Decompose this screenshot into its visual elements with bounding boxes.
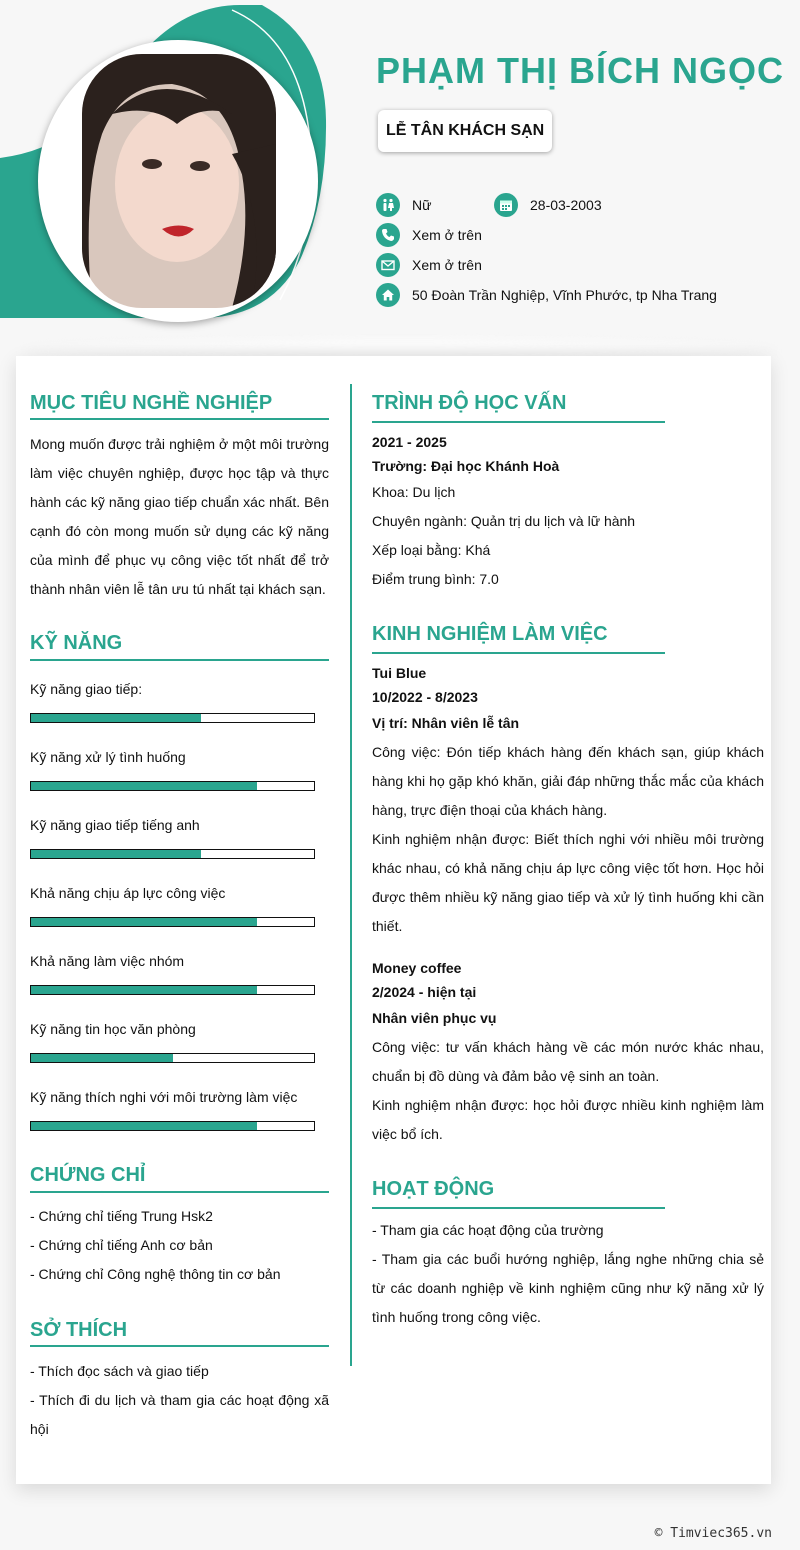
- skill-bar: [30, 1053, 315, 1063]
- education-period: 2021 - 2025: [372, 434, 447, 450]
- calendar-icon: [494, 193, 518, 217]
- education-underline: [372, 421, 665, 423]
- skill-bar-fill: [31, 1054, 173, 1062]
- skill-label: Kỹ năng giao tiếp tiếng anh: [30, 817, 200, 833]
- gender-icon: [376, 193, 400, 217]
- job-period: 10/2022 - 8/2023: [372, 689, 478, 705]
- skill-bar-fill: [31, 782, 257, 790]
- contact-address: [376, 283, 717, 307]
- activity-item: - Tham gia các hoạt động của trường: [372, 1222, 604, 1238]
- skill-bar: [30, 917, 315, 927]
- education-faculty: Khoa: Du lịch: [372, 484, 456, 500]
- certificate-item: - Chứng chỉ tiếng Anh cơ bản: [30, 1237, 213, 1253]
- job-gains: Kinh nghiệm nhận được: học hỏi được nhiều kinh nghiệm làm việc bổ ích.: [372, 1097, 764, 1142]
- profile-photo: [38, 40, 318, 322]
- hobby-item: - Thích đọc sách và giao tiếp: [30, 1363, 209, 1379]
- job-position: Vị trí: Nhân viên lễ tân: [372, 715, 520, 731]
- activity-item: - Tham gia các buổi hướng nghiệp, lắng nghe những chia sẻ từ các doanh nghiệp về kinh nghiệm cũng như kỹ năng xử lý tình huống trong công việc.: [372, 1251, 764, 1325]
- skill-bar-fill: [31, 1122, 257, 1130]
- education-grade: Xếp loại bằng: Khá: [372, 542, 491, 558]
- skill-bar-fill: [31, 850, 201, 858]
- contact-birthdate: [494, 193, 602, 217]
- skill-label: Khả năng chịu áp lực công việc: [30, 885, 226, 901]
- skill-label: Kỹ năng thích nghi với môi trường làm việc: [30, 1089, 298, 1105]
- email-icon: [376, 253, 400, 277]
- phone-value: Xem ở trên: [412, 227, 482, 243]
- gender-value: Nữ: [412, 197, 432, 213]
- skill-label: Kỹ năng giao tiếp:: [30, 681, 143, 697]
- education-title: TRÌNH ĐỘ HỌC VẤN: [372, 392, 567, 414]
- birthdate-value: 28-03-2003: [530, 197, 602, 213]
- skill-bar: [30, 781, 315, 791]
- hobby-item: - Thích đi du lịch và tham gia các hoạt động xã hội: [30, 1392, 329, 1437]
- skill-bar: [30, 985, 315, 995]
- activities-title: HOẠT ĐỘNG: [372, 1178, 495, 1200]
- skills-underline: [30, 659, 329, 661]
- skill-label: Kỹ năng tin học văn phòng: [30, 1021, 196, 1037]
- email-value: Xem ở trên: [412, 257, 482, 273]
- skill-bar: [30, 713, 315, 723]
- objective-title: MỤC TIÊU NGHỀ NGHIỆP: [30, 392, 273, 414]
- contact-phone: [376, 223, 482, 247]
- hobbies-underline: [30, 1345, 329, 1347]
- skill-bar: [30, 849, 315, 859]
- skill-label: Kỹ năng xử lý tình huống: [30, 749, 186, 765]
- job-company: Money coffee: [372, 960, 462, 976]
- education-major: Chuyên ngành: Quản trị du lịch và lữ hành: [372, 513, 636, 529]
- experience-underline: [372, 652, 665, 654]
- education-gpa: Điểm trung bình: 7.0: [372, 571, 499, 587]
- job-period: 2/2024 - hiện tại: [372, 984, 477, 1000]
- job-position: Nhân viên phục vụ: [372, 1010, 497, 1026]
- profile-photo-image: [82, 54, 276, 308]
- job-company: Tui Blue: [372, 665, 427, 681]
- candidate-name: PHẠM THỊ BÍCH NGỌC: [376, 50, 784, 91]
- certificates-underline: [30, 1191, 329, 1193]
- footer-copyright: © Timviec365.vn: [654, 1526, 772, 1541]
- skill-label: Khả năng làm việc nhóm: [30, 953, 185, 969]
- home-icon: [376, 283, 400, 307]
- address-value: 50 Đoàn Trần Nghiệp, Vĩnh Phước, tp Nha Trang: [412, 287, 717, 303]
- contact-email: [376, 253, 482, 277]
- skill-bar-fill: [31, 714, 201, 722]
- job-title-badge: LỄ TÂN KHÁCH SẠN: [378, 110, 552, 152]
- certificates-title: CHỨNG CHỈ: [30, 1164, 146, 1186]
- objective-underline: [30, 418, 329, 420]
- hobbies-title: SỞ THÍCH: [30, 1319, 128, 1341]
- job-duties: Công việc: tư vấn khách hàng về các món nước khác nhau, chuẩn bị đồ dùng và đảm bảo vệ sinh an toàn.: [372, 1039, 764, 1084]
- skill-bar-fill: [31, 986, 257, 994]
- skill-bar: [30, 1121, 315, 1131]
- skill-bar-fill: [31, 918, 257, 926]
- certificate-item: - Chứng chỉ tiếng Trung Hsk2: [30, 1208, 213, 1224]
- activities-underline: [372, 1207, 665, 1209]
- certificate-item: - Chứng chỉ Công nghệ thông tin cơ bản: [30, 1266, 281, 1282]
- experience-title: KINH NGHIỆM LÀM VIỆC: [372, 623, 608, 645]
- skills-title: KỸ NĂNG: [30, 632, 123, 654]
- column-divider: [350, 384, 352, 1366]
- education-school: Trường: Đại học Khánh Hoà: [372, 458, 560, 474]
- job-gains: Kinh nghiệm nhận được: Biết thích nghi với nhiều môi trường khác nhau, có khả năng chịu áp lực công việc tốt hơn. Học hỏi được thêm nhiều kỹ năng giao tiếp và xử lý tình huống khi cần thiết.: [372, 831, 764, 934]
- job-duties: Công việc: Đón tiếp khách hàng đến khách sạn, giúp khách hàng khi họ gặp khó khăn, giải đáp những thắc mắc của khách hàng, trực điện thoại của khách hàng.: [372, 744, 764, 818]
- phone-icon: [376, 223, 400, 247]
- contact-gender: [376, 193, 431, 217]
- objective-text: Mong muốn được trải nghiệm ở một môi trường làm việc chuyên nghiệp, được học tập và thực hành các kỹ năng giao tiếp chuẩn xác nhất. Bên cạnh đó còn mong muốn sử dụng các kỹ năng của mình để phục vụ công việc tốt nhất để trở thành nhân viên lễ tân ưu tú nhất tại khách sạn.: [30, 436, 329, 597]
